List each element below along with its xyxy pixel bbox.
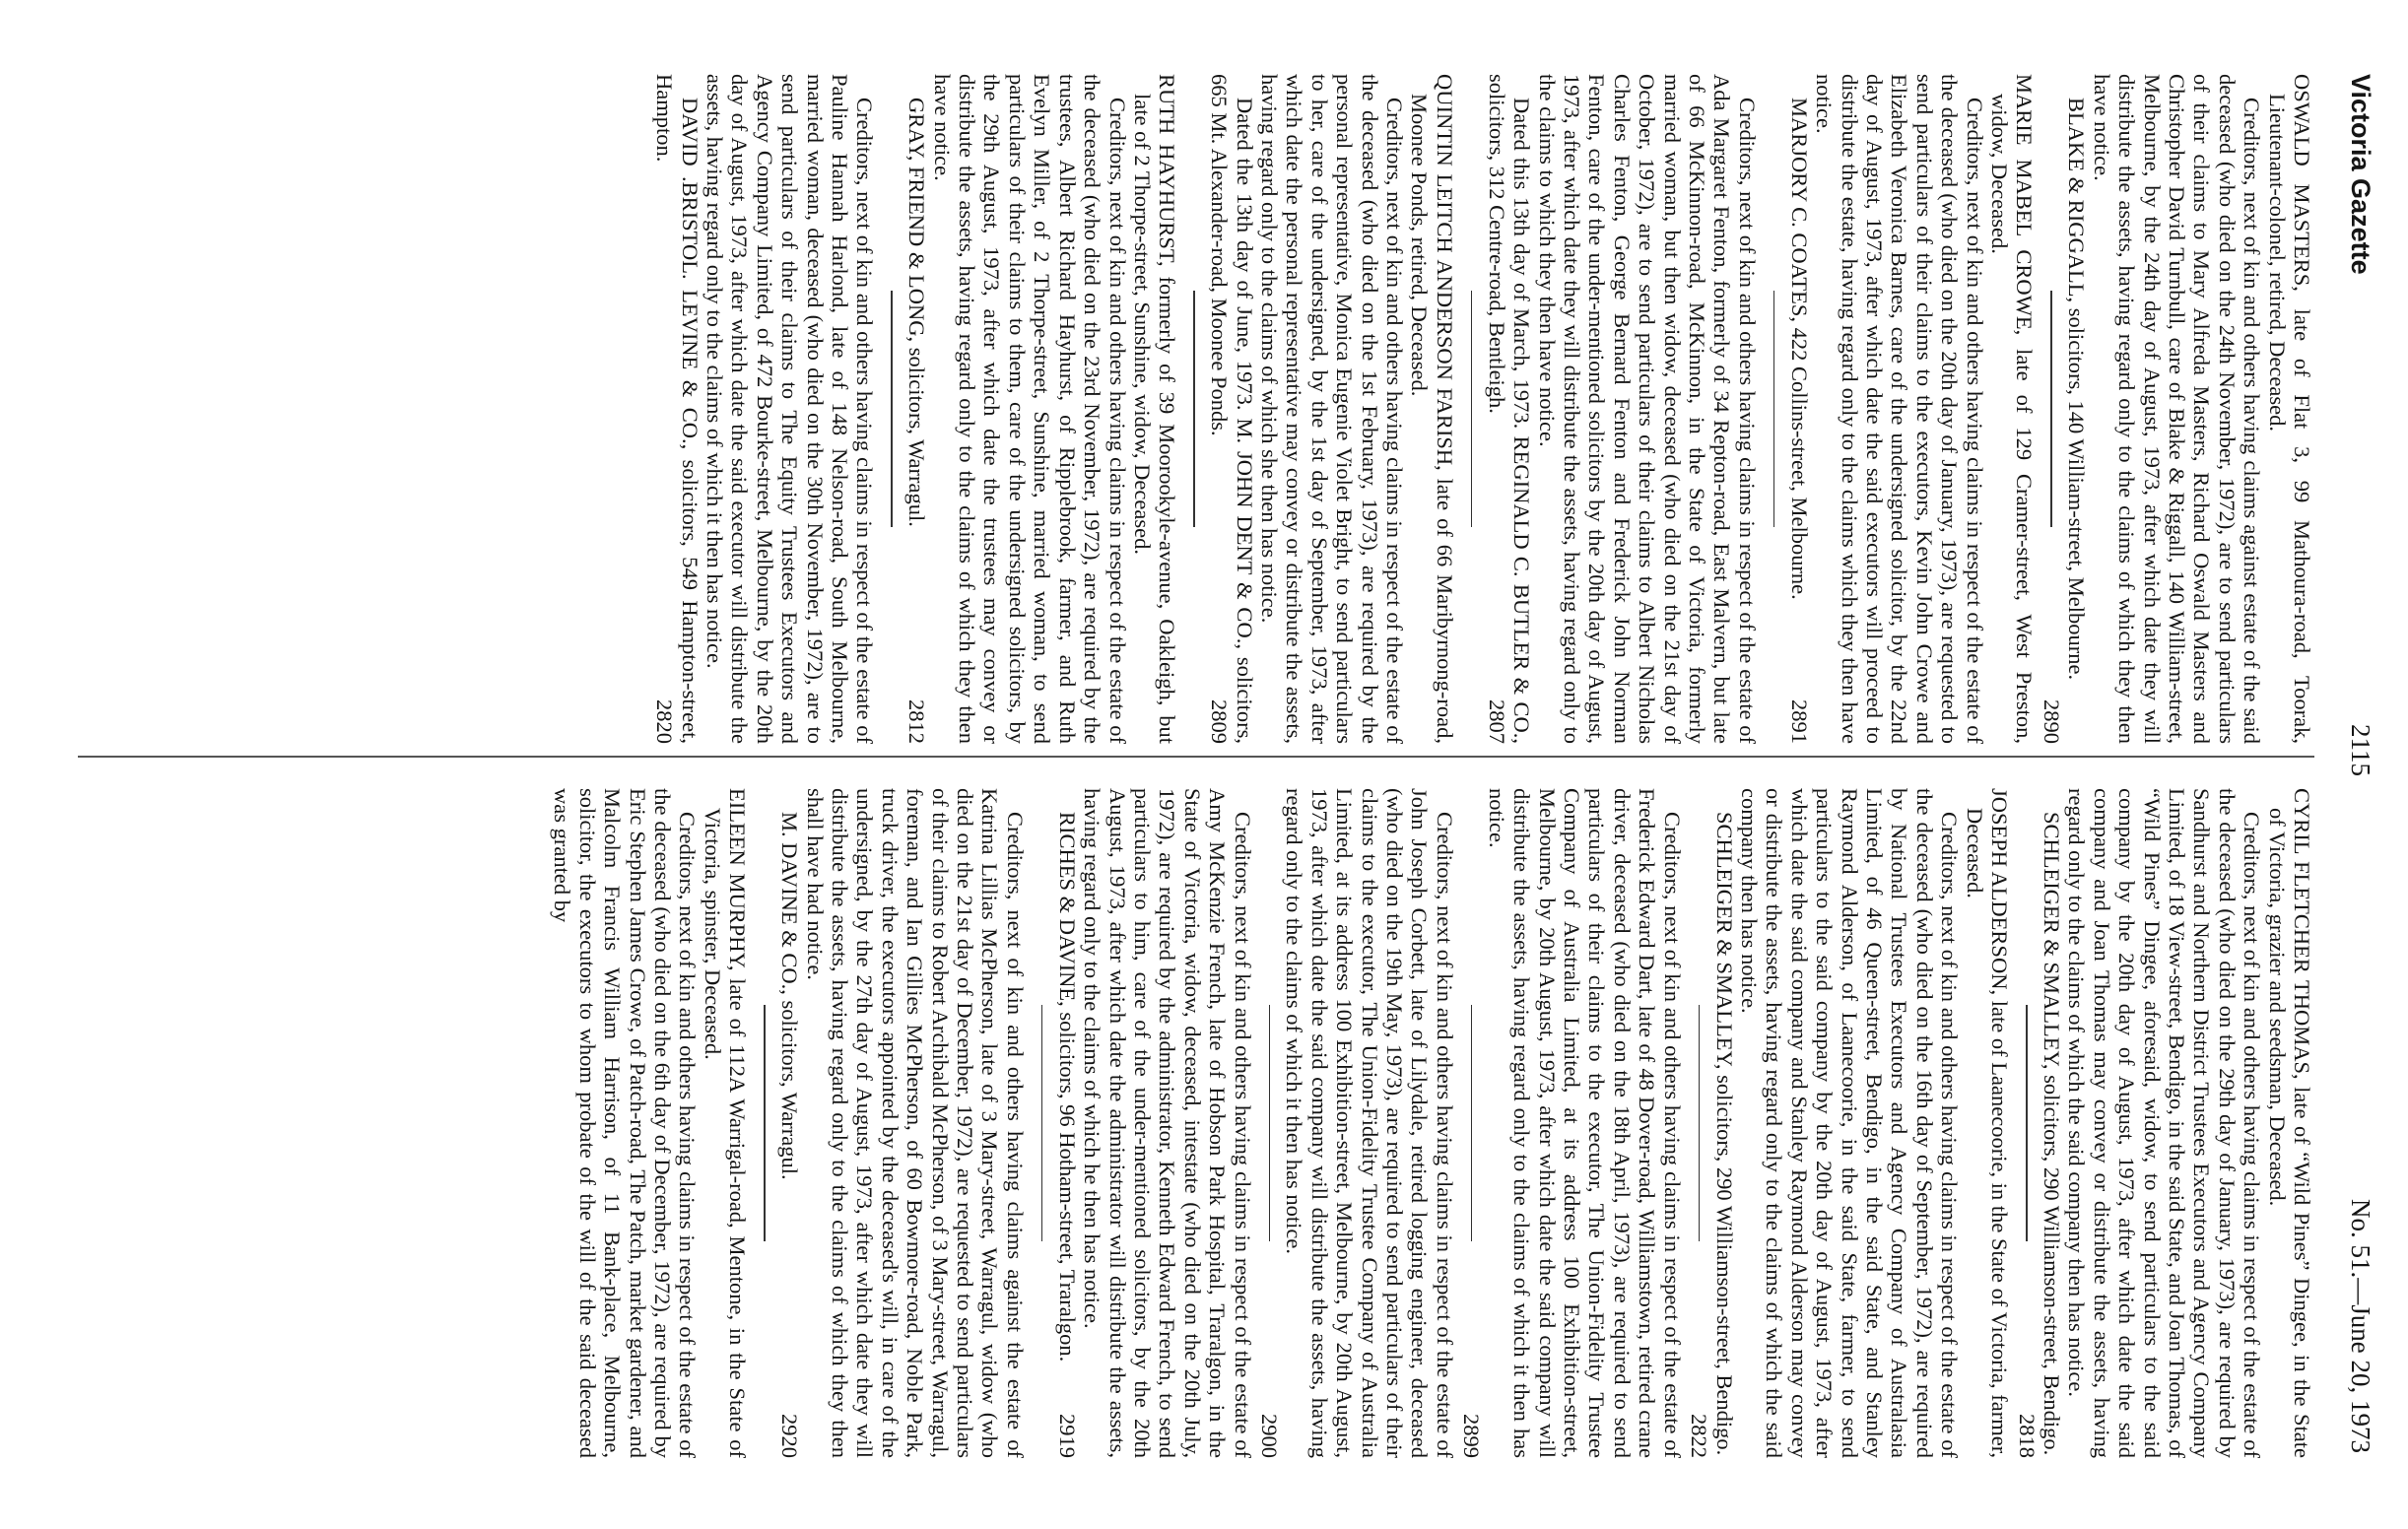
notice-signature: M. DAVINE & CO., solicitors, Warragul. 2920 (777, 812, 803, 1458)
notice-body: Creditors, next of kin and others having claims in respect of the estate of the deceased (who died on the 20th day of January, 1973), are requested to send particulars of their claims to the executors, Kevin John Crowe and Elizabeth Veronica Barnes, care of the undersigned solicitor, by the 22nd day of August, 1973, after which date the said executors will proceed to distribute the estate, having regard only to the claims which they then have notice. (1812, 74, 1987, 744)
notice-masters (2039, 74, 2314, 744)
notice-divider (1193, 291, 1195, 527)
column-divider (78, 756, 2314, 758)
notice-divider (1471, 291, 1473, 527)
notice-signature: SCHLEIGER & SMALLEY, solicitors, 290 Williamson-street, Bendigo. 2818 (2014, 812, 2064, 1458)
notice-divider (1041, 1005, 1043, 1241)
notice-divider (1269, 1005, 1271, 1241)
notice-hayhurst (904, 74, 1179, 744)
notice-body: Creditors, next of kin and others having claims in respect of the estate of the deceased (who died on the 29th day of January, 1973), are required by Sandhurst and Northern District Trustees Executors and Agency Company Limited, of 18 View-street, Bendigo, in the said State, and Joan Thomas, of “Wild Pines” Dingee, aforesaid, widow, to send particulars to the said company by the 20th day of August, 1973, after which date the said company and Joan Thomas may convey or distribute the assets, having regard only to the claims of which the said company then has notice. (2064, 788, 2265, 1458)
notice-number: 2919 (1054, 1414, 1080, 1458)
notice-french (1054, 788, 1254, 1458)
right-column (29, 788, 2314, 1458)
notice-number: 2809 (1207, 699, 1233, 744)
notice-divider (764, 1005, 766, 1241)
issue-date: No. 51.—June 20, 1973 (2346, 1199, 2375, 1453)
notice-divider (1471, 1005, 1473, 1241)
notice-heading: MARIE MABEL CROWE, late of 129 Cramer-street, West Preston, widow, Deceased. (1987, 74, 2038, 744)
notice-signature: Dated this 13th day of March, 1973. REGINALD C. BUTLER & CO., solicitors, 312 Centre-road, Bentleigh. 2807 (1484, 74, 1535, 744)
notice-body: Creditors, next of kin and others having claims in respect of the estate of Amy McKenzie French, late of Hobson Park Hospital, Traralgon, in the State of Victoria, widow, deceased, intestate (who died on the 20th July, 1972), are required by the administrator, Kenneth Edward French, to send particulars to him, care of the under-mentioned solicitors, by the 20th August, 1973, after which date the administrator will distribute the assets, having regard only to the claims of which he then has notice. (1080, 788, 1255, 1458)
notice-number: 2822 (1687, 1414, 1712, 1458)
notice-farish (1207, 74, 1457, 744)
notice-corbett (1257, 788, 1457, 1458)
notice-body: Creditors, next of kin and others having claims against the estate of Katrina Lillias McPherson, late of 3 Mary-street, Warragul, widow (who died on the 21st day of December, 1972), are requested to send particulars of their claims to Robert Archibald McPherson, of 3 Mary-street, Warragul, foreman, and Ian Gillies McPherson, of 60 Bowmore-road, Noble Park, truck driver, the executors appointed by the deceased's will, in care of the undersigned, by the 27th day of August, 1973, after which date they will distribute the assets, having regard only to the claims of which they then shall have had notice. (802, 788, 1028, 1458)
notice-crowe (1786, 74, 2037, 744)
notice-body: Creditors, next of kin and others having claims in respect of the estate of Ada Margaret Fenton, formerly of 34 Repton-road, East Malvern, but late of 66 McKinnon-road, McKinnon, in the State of Victoria, formerly married woman, but then widow, deceased (who died on the 21st day of October, 1972), are to send particulars of their claims to Albert Nicholas Charles Fenton, George Bernard Fenton and Frederick John Norman Fenton, care of the under-mentioned solicitors by the 20th day of August, 1973, after which date they will distribute the assets, having regard only to the claims to which they then have notice. (1534, 74, 1760, 744)
left-column (48, 74, 2314, 744)
notice-heading: OSWALD MASTERS, late of Flat 3, 99 Mathoura-road, Toorak, Lieutenant-colonel, retired, Deceased. (2264, 74, 2314, 744)
notice-signature: GRAY, FRIEND & LONG, solicitors, Warragul. 2812 (904, 98, 930, 744)
notice-divider (2026, 1005, 2028, 1241)
notice-body: Creditors, next of kin and others having claims in respect of the estate of Pauline Hannah Harlond, late of 148 Nelson-road, South Melbourne, married woman, deceased (who died on the 30th November, 1972), are to send particulars of their claims to The Equity Trustees Executors and Agency Company Limited, of 472 Bourke-street, Melbourne, by the 20th day of August, 1973, after which date the said executor will distribute the assets, having regard only to the claims of which it then has notice. (702, 74, 878, 744)
notice-number: 2820 (652, 699, 678, 744)
publication-title: Victoria Gazette (2346, 74, 2375, 275)
notice-number: 2812 (904, 699, 930, 744)
notice-signature: RICHES & DAVINE, solicitors, 96 Hotham-street, Traralgon. 2919 (1054, 812, 1080, 1458)
notice-alderson (1687, 788, 2013, 1458)
notice-signature: BLAKE & RIGGALL, solicitors, 140 William-street, Melbourne. 2890 (2039, 98, 2090, 744)
notice-heading: JOSEPH ALDERSON, late of Laanecoorie, in the State of Victoria, farmer, Deceased. (1962, 788, 2013, 1458)
notice-signature: Dated the 13th day of June, 1973. M. JOHN DENT & CO., solicitors, 665 Mt. Alexander-road, Moonee Ponds. 2809 (1207, 74, 1257, 744)
notice-fenton (1484, 74, 1759, 744)
page-number: 2115 (2346, 724, 2375, 776)
notice-body: Creditors, next of kin and others having claims in respect of the estate of the deceased (who died on the 23rd November, 1972), are required by the trustees, Albert Richard Hayhurst, of Ripplebrook, farmer, and Ruth Evelyn Miller, of 2 Thorpe-street, Sunshine, married woman, to send particulars of their claims to them, care of the undersigned solicitors, by the 29th August, 1973, after which date the trustees may convey or distribute the assets, having regard only to the claims of which they then have notice. (929, 74, 1130, 744)
notice-heading: QUINTIN LEITCH ANDERSON FARISH, late of 66 Maribyrnong-road, Moonee Ponds, retired, Deceased. (1407, 74, 1457, 744)
notice-divider (2050, 291, 2052, 527)
notice-signature: SCHLEIGER & SMALLEY, solicitors, 290 Williamson-street, Bendigo. 2822 (1687, 812, 1737, 1458)
notice-signature: DAVID .BRISTOL. LEVINE & CO., solicitors, 549 Hampton-street, Hampton. 2820 (652, 74, 702, 744)
notice-thomas (2014, 788, 2314, 1458)
notice-body: Creditors, next of kin and others having claims against estate of the said deceased (who died on the 24th November, 1972), are to send particulars of their claims to Mary Alfreda Masters, Richard Oswald Masters and Christopher David Turnbull, care of Blake & Riggall, 140 William-street, Melbourne, by the 24th day of August, 1973, after which date they will distribute the assets, having regard only to the claims of which they then have notice. (2089, 74, 2265, 744)
notice-number: 2899 (1459, 1414, 1485, 1458)
notice-signature: MARJORY C. COATES, 422 Collins-street, Melbourne. 2891 (1786, 98, 1812, 744)
notice-divider (1699, 1005, 1701, 1241)
notice-heading: EILEEN MURPHY, late of 112A Warrigal-road, Mentone, in the State of Victoria, spinster, Deceased. (700, 788, 751, 1458)
notice-body: Creditors, next of kin and others having claims in respect of the estate of the deceased (who died on the 1st February, 1973), are required by the personal representative, Monica Eugenie Violet Bright, to send particulars to her, care of the undersigned, by the 1st day of September, 1973, after which date the personal representative may convey or distribute the assets, having regard only to the claims of which she then has notice. (1257, 74, 1408, 744)
notice-number: 2900 (1257, 1414, 1283, 1458)
notice-body: Creditors, next of kin and others having claims in respect of the estate of Frederick Edward Dart, late of 48 Dover-road, Williamstown, retired crane driver, deceased (who died on the 18th April, 1973), are required to send particulars of their claims to the executor, The Union-Fidelity Trustee Company of Australia Limited, at its address 100 Exhibition-street, Melbourne, by 20th August, 1973, after which date the said company will distribute the assets, having regard only to the claims of which it then has notice. (1484, 788, 1685, 1458)
notice-number: 2807 (1484, 699, 1509, 744)
notice-mcpherson (777, 788, 1028, 1458)
notice-heading: CYRIL FLETCHER THOMAS, late of “Wild Pines” Dingee, in the State of Victoria, grazier and seedsman, Deceased. (2264, 788, 2314, 1458)
notice-number: 2891 (1786, 699, 1812, 744)
notice-body: Creditors, next of kin and others having claims in respect of the estate of the deceased (who died on the 16th day of September, 1972), are required by National Trustees Executors and Agency Company of Australasia Limited, of 46 Queen-street, Bendigo, in the said State, and Stanley Raymond Alderson, of Laanecoorie, in the said State, farmer, to send particulars to the said company by the 20th day of August, 1973, after which date the said company and Stanley Raymond Alderson may convey or distribute the assets, having regard only to the claims of which the said company then has notice. (1736, 788, 1963, 1458)
notice-harlond (652, 74, 878, 744)
notice-number: 2890 (2039, 699, 2064, 744)
notice-number: 2920 (777, 1414, 803, 1458)
notice-murphy (550, 788, 750, 1458)
notice-divider (1773, 291, 1775, 527)
notice-dart (1459, 788, 1685, 1458)
notice-number: 2818 (2014, 1414, 2040, 1458)
notice-heading: RUTH HAYHURST, formerly of 39 Moorookyle-avenue, Oakleigh, but late of 2 Thorpe-street, Sunshine, widow, Deceased. (1129, 74, 1180, 744)
notice-body: Creditors, next of kin and others having claims in respect of the estate of the deceased (who died on the 6th day of December, 1972), are required by Eric Stephen James Crowe, of Patch-road, The Patch, market gardener, and Malcolm Francis William Harrison, of 11 Bank-place, Melbourne, solicitor, the executors to whom probate of the will of the said deceased was granted by (550, 788, 701, 1458)
notice-divider (891, 291, 893, 527)
notice-body: Creditors, next of kin and others having claims in respect of the estate of John Joseph Corbett, late of Lilydale, retired logging engineer, deceased (who died on the 19th May, 1973), are required to send particulars of their claims to the executor, The Union-Fidelity Trustee Company of Australia Limited, at its address 100 Exhibition-street, Melbourne, by 20th August, 1973, after which date the said company will distribute the assets, having regard only to the claims of which it then has notice. (1282, 788, 1457, 1458)
page-header (2336, 74, 2375, 1453)
